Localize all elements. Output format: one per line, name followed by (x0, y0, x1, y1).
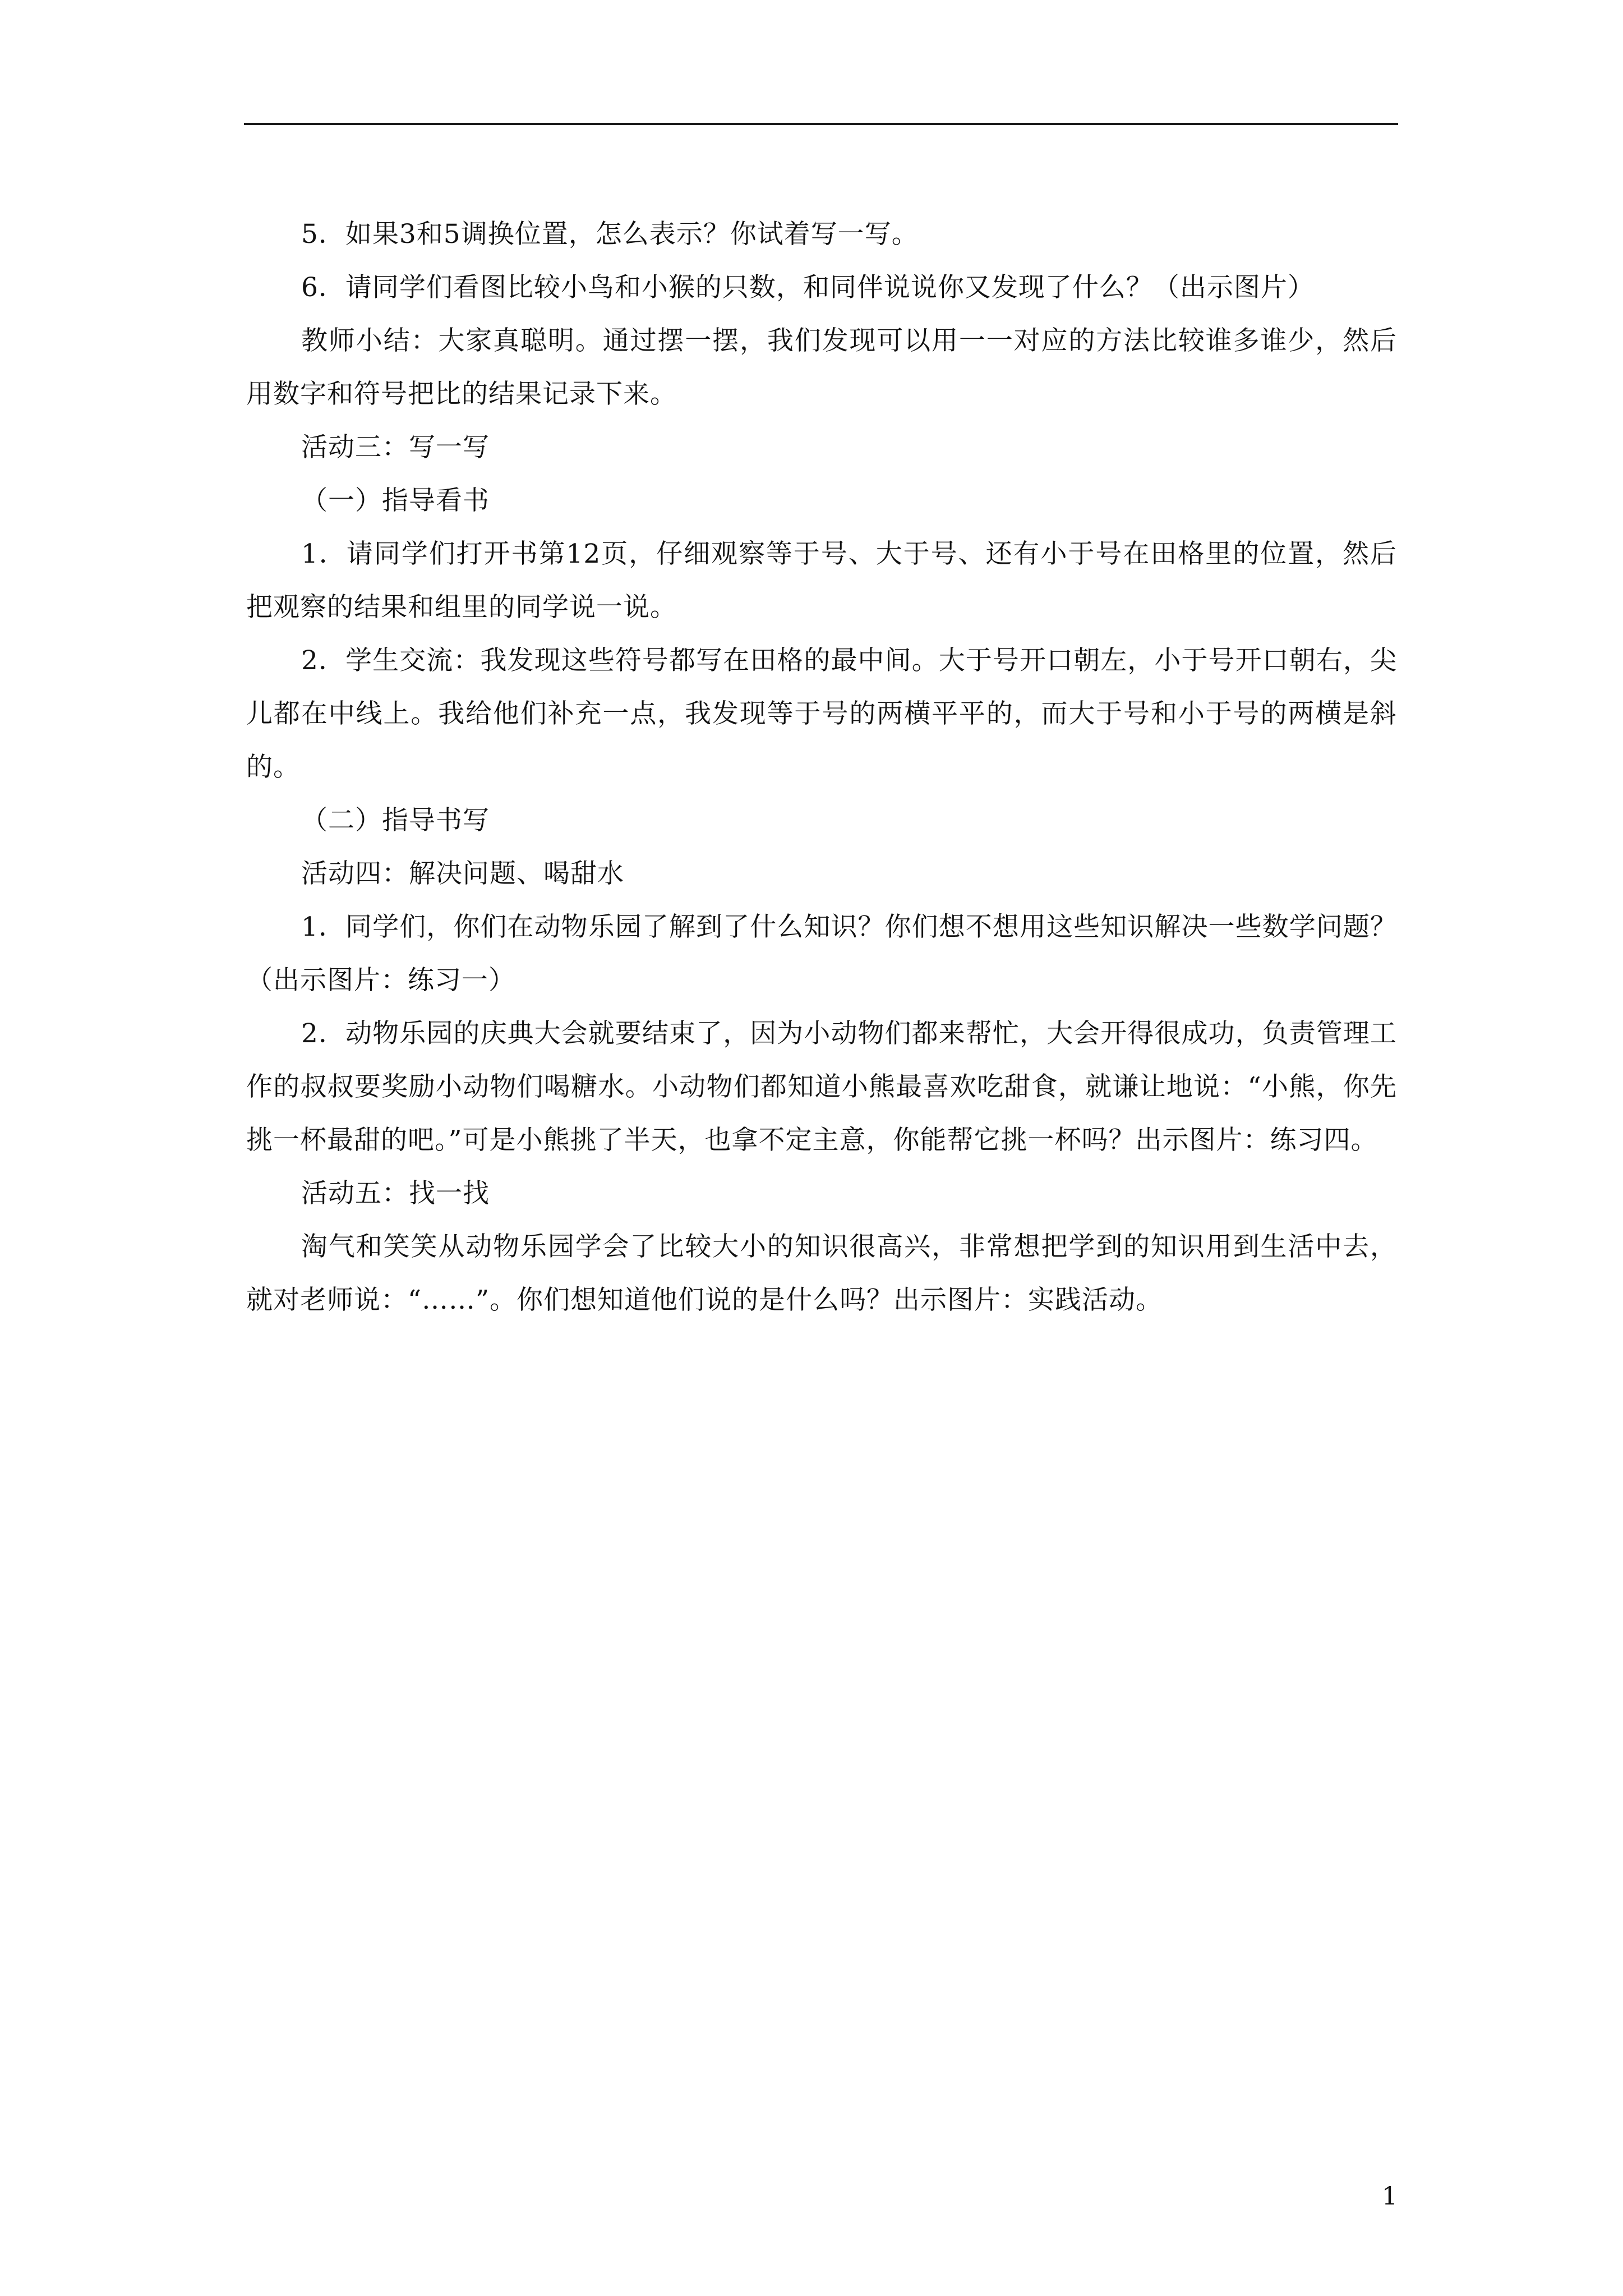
heading-activity-3: 活动三：写一写 (301, 432, 490, 463)
paragraph-item-6: 6．请同学们看图比较小鸟和小猴的只数，和同伴说说你又发现了什么？（出示图片） (301, 272, 1315, 303)
document-body (246, 208, 1397, 1327)
subheading-guide-reading: （一）指导看书 (301, 485, 490, 516)
paragraph-activity-5: 淘气和笑笑从动物乐园学会了比较大小的知识很高兴，非常想把学到的知识用到生活中去，就对老师说：“……”。你们想知道他们说的是什么吗？出示图片：实践活动。 (246, 1231, 1397, 1315)
paragraph-reading-step-2: 2．学生交流：我发现这些符号都写在田格的最中间。大于号开口朝左，小于号开口朝右，尖儿都在中线上。我给他们补充一点，我发现等于号的两横平平的，而大于号和小于号的两横是斜的。 (246, 645, 1397, 783)
paragraph-teacher-summary: 教师小结：大家真聪明。通过摆一摆，我们发现可以用一一对应的方法比较谁多谁少，然后用数字和符号把比的结果记录下来。 (246, 325, 1397, 409)
paragraph-activity-4-step-1: 1．同学们，你们在动物乐园了解到了什么知识？你们想不想用这些知识解决一些数学问题？（出示图片：练习一） (246, 912, 1397, 996)
heading-activity-4: 活动四：解决问题、喝甜水 (301, 858, 624, 889)
paragraph-item-5: 5．如果3和5调换位置，怎么表示？你试着写一写。 (301, 219, 919, 250)
paragraph-activity-4-step-2: 2．动物乐园的庆典大会就要结束了，因为小动物们都来帮忙，大会开得很成功，负责管理工作的叔叔要奖励小动物们喝糖水。小动物们都知道小熊最喜欢吃甜食，就谦让地说：“小熊，你先挑一杯最甜的吧。”可是小熊挑了半天，也拿不定主意，你能帮它挑一杯吗？出示图片：练习四。 (246, 1018, 1397, 1156)
subheading-guide-writing: （二）指导书写 (301, 805, 490, 836)
heading-activity-5: 活动五：找一找 (301, 1178, 490, 1209)
page-number: 1 (1382, 2182, 1398, 2211)
header-rule (244, 123, 1398, 125)
paragraph-reading-step-1: 1．请同学们打开书第12页，仔细观察等于号、大于号、还有小于号在田格里的位置，然后把观察的结果和组里的同学说一说。 (246, 539, 1397, 623)
